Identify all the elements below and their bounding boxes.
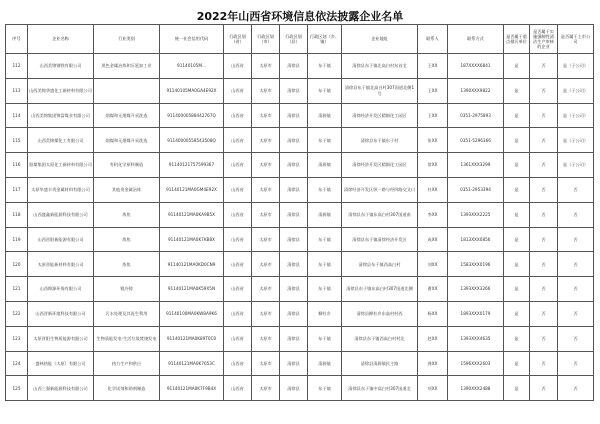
table-row: [6, 202, 594, 227]
cell-contact: 王XX: [418, 103, 448, 128]
cell-province: 山西省: [224, 376, 252, 401]
table-row: [6, 54, 594, 79]
cell-address: 清徐县东于镇东高白村307国道南: [342, 202, 418, 227]
cell-listed: 否: [558, 202, 594, 227]
cell-company-name: 山西晋阳新能源有限公司: [28, 227, 94, 252]
cell-address: 清徐县东于镇北高白村东首北: [342, 54, 418, 79]
header-address: 企业地址: [342, 25, 418, 54]
cell-county: 清徐县: [280, 301, 308, 326]
cell-province: 山西省: [224, 227, 252, 252]
cell-index: 114: [6, 103, 28, 128]
cell-industry: 热力生产和供应: [94, 351, 160, 376]
table-row: [6, 376, 594, 401]
cell-key-polluter: 是: [504, 153, 530, 178]
cell-address: 清徐县柳杜乡东高村村西: [342, 301, 418, 326]
cell-key-polluter: 是: [504, 177, 530, 202]
cell-town: 清源镇: [308, 351, 342, 376]
cell-clean-production: 否: [530, 103, 558, 128]
header-key-polluter: 是否属于重点排污单位: [504, 25, 530, 54]
cell-clean-production: 否: [530, 78, 558, 103]
cell-clean-production: 否: [530, 227, 558, 252]
cell-listed: 否: [558, 227, 594, 252]
cell-index: 113: [6, 78, 28, 103]
cell-city: 太原市: [252, 78, 280, 103]
cell-clean-production: 否: [530, 54, 558, 79]
cell-town: 清源镇: [308, 103, 342, 128]
cell-listed: 否: [558, 376, 594, 401]
cell-phone: 1393XXX4635: [448, 326, 504, 351]
cell-index: 112: [6, 54, 28, 79]
cell-listed: 否: [558, 301, 594, 326]
cell-listed: 否: [558, 351, 594, 376]
cell-clean-production: 否: [530, 153, 558, 178]
cell-company-name: 山西美锦华盛化工新材料有限公司: [28, 78, 94, 103]
cell-county: 清徐县: [280, 351, 308, 376]
cell-town: 东于镇: [308, 128, 342, 153]
cell-address: 清徐经济开发区精细化工园区: [342, 153, 418, 178]
header-listed: 是否属于上市公司: [558, 25, 594, 54]
header-credit-code: 统一社会信用代码: [160, 25, 224, 54]
cell-key-polluter: 是: [504, 128, 530, 153]
table-row: [6, 128, 594, 153]
cell-industry: 锻冷铸: [94, 277, 160, 302]
cell-city: 太原市: [252, 351, 280, 376]
cell-company-name: 山西三强新能源科技有限公司: [28, 376, 94, 401]
header-clean-production: 是否属于实施强制性清洁生产审核的企业: [530, 25, 558, 54]
cell-key-polluter: 是: [504, 78, 530, 103]
cell-county: 清徐县: [280, 153, 308, 178]
cell-listed: 是（子公司）: [558, 54, 594, 79]
cell-city: 太原市: [252, 153, 280, 178]
cell-phone: 1390XXX2488: [448, 376, 504, 401]
cell-industry: 烟煤和无烟煤开采洗选: [94, 128, 160, 153]
cell-contact: 曹XX: [418, 277, 448, 302]
cell-city: 太原市: [252, 202, 280, 227]
header-town: 行政区划（乡、镇）: [308, 25, 342, 54]
cell-industry: 有机化学原料制造: [94, 153, 160, 178]
cell-listed: 是（子公司）: [558, 78, 594, 103]
cell-province: 山西省: [224, 252, 252, 277]
cell-phone: 1813XXX0856: [448, 227, 504, 252]
cell-key-polluter: 是: [504, 376, 530, 401]
cell-company-name: 山西晋新环境科技有限公司: [28, 301, 94, 326]
cell-phone: 0351-2953394: [448, 177, 504, 202]
cell-city: 太原市: [252, 301, 280, 326]
cell-town: 东于镇: [308, 277, 342, 302]
header-phone: 联系方式: [448, 25, 504, 54]
cell-key-polluter: 是: [504, 326, 530, 351]
cell-company-name: 太原华盛丰贵金属材料有限公司: [28, 177, 94, 202]
cell-contact: 刘XX: [418, 252, 448, 277]
header-index: 序号: [6, 25, 28, 54]
cell-address: 清徐县东于镇东于村: [342, 128, 418, 153]
cell-key-polluter: 是: [504, 252, 530, 277]
cell-credit-code: 91140105M...: [160, 54, 224, 79]
cell-industry: 炼焦: [94, 252, 160, 277]
table-row: [6, 351, 594, 376]
cell-province: 山西省: [224, 103, 252, 128]
table-row: [6, 326, 594, 351]
cell-contact: 常XX: [418, 153, 448, 178]
header-county: 行政区划（县）: [280, 25, 308, 54]
cell-index: 117: [6, 177, 28, 202]
cell-key-polluter: 是: [504, 54, 530, 79]
header-contact: 联系人: [418, 25, 448, 54]
table-row: [6, 252, 594, 277]
table-row: [6, 78, 594, 103]
cell-phone: 187XXXX6841: [448, 54, 504, 79]
cell-credit-code: 91140121MA0KD0CN9: [160, 252, 224, 277]
cell-clean-production: 否: [530, 277, 558, 302]
cell-industry: 炼焦: [94, 202, 160, 227]
cell-contact: 王XX: [418, 78, 448, 103]
cell-county: 清徐县: [280, 103, 308, 128]
cell-town: 东于镇: [308, 326, 342, 351]
cell-key-polluter: 是: [504, 301, 530, 326]
cell-index: 119: [6, 227, 28, 252]
cell-contact: 龚XX: [418, 351, 448, 376]
cell-listed: 否: [558, 252, 594, 277]
cell-company-name: 山西盛鑫新能源科技有限公司: [28, 202, 94, 227]
cell-listed: 是（子公司）: [558, 103, 594, 128]
cell-index: 123: [6, 326, 28, 351]
cell-address: 清徐县东于镇东高白村307国道北侧: [342, 277, 418, 302]
header-industry: 行业类别: [94, 25, 160, 54]
table-row: [6, 301, 594, 326]
cell-town: 清源镇: [308, 202, 342, 227]
cell-county: 清徐县: [280, 78, 308, 103]
header-province: 行政区划（省）: [224, 25, 252, 54]
cell-city: 太原市: [252, 177, 280, 202]
cell-county: 清徐县: [280, 252, 308, 277]
cell-industry: 炼焦: [94, 227, 160, 252]
cell-city: 太原市: [252, 277, 280, 302]
cell-company-name: 盛林热能（太原）有限公司: [28, 351, 94, 376]
cell-industry: [94, 78, 160, 103]
cell-town: 东于镇: [308, 78, 342, 103]
cell-contact: 项XX: [418, 376, 448, 401]
cell-town: 清源镇: [308, 153, 342, 178]
table-row: [6, 177, 594, 202]
table-header-row: [6, 25, 594, 54]
cell-credit-code: 91140121MA0K59X5N: [160, 277, 224, 302]
cell-phone: 1393XXX2225: [448, 202, 504, 227]
cell-address: 清徐县东于镇西高白村: [342, 252, 418, 277]
cell-listed: 否: [558, 177, 594, 202]
cell-county: 清徐县: [280, 326, 308, 351]
cell-province: 山西省: [224, 153, 252, 178]
cell-credit-code: 91140100MA0KW8A9K6: [160, 301, 224, 326]
cell-clean-production: 否: [530, 252, 558, 277]
cell-credit-code: 91140000558543508Q: [160, 128, 224, 153]
cell-credit-code: 91140121MA0K89T0C0: [160, 326, 224, 351]
cell-listed: 是（子公司）: [558, 153, 594, 178]
cell-index: 121: [6, 277, 28, 302]
cell-county: 清徐县: [280, 54, 308, 79]
table-row: [6, 227, 594, 252]
cell-phone: 1393XXX3266: [448, 277, 504, 302]
cell-city: 太原市: [252, 54, 280, 79]
cell-listed: 是（子公司）: [558, 128, 594, 153]
cell-industry: 污水处理及其再生利用: [94, 301, 160, 326]
cell-address: 清徐县东于镇中高白村307国道北: [342, 376, 418, 401]
cell-province: 山西省: [224, 177, 252, 202]
cell-province: 山西省: [224, 326, 252, 351]
header-company-name: 企业名称: [28, 25, 94, 54]
cell-credit-code: 91140105MA0GA4E92X: [160, 78, 224, 103]
cell-phone: 1893XXX0179: [448, 301, 504, 326]
cell-phone: 0351-2975893: [448, 103, 504, 128]
cell-phone: 1390XXX9822: [448, 78, 504, 103]
cell-phone: 0351-5296366: [448, 128, 504, 153]
table-row: [6, 277, 594, 302]
enterprise-table: [5, 24, 594, 401]
header-city: 行政区划（市）: [252, 25, 280, 54]
cell-key-polluter: 是: [504, 277, 530, 302]
cell-address: 清徐县东于镇清徐经济开发区: [342, 227, 418, 252]
cell-contact: 王XX: [418, 54, 448, 79]
cell-company-name: 山西锦源环保有限公司: [28, 277, 94, 302]
cell-contact: 成XX: [418, 227, 448, 252]
cell-province: 山西省: [224, 128, 252, 153]
cell-town: 东于镇: [308, 177, 342, 202]
cell-credit-code: 91140121MA0GM4E92X: [160, 177, 224, 202]
cell-address: 清徐经济开发区精细化工园区: [342, 103, 418, 128]
cell-index: 120: [6, 252, 28, 277]
cell-city: 太原市: [252, 376, 280, 401]
table-row: [6, 103, 594, 128]
cell-province: 山西省: [224, 301, 252, 326]
cell-clean-production: 否: [530, 128, 558, 153]
cell-company-name: 太原晋能新材料有限公司: [28, 252, 94, 277]
cell-index: 115: [6, 128, 28, 153]
cell-industry: 化学试剂和助剂制造: [94, 376, 160, 401]
cell-town: 东于镇: [308, 227, 342, 252]
cell-contact: 赵XX: [418, 326, 448, 351]
cell-city: 太原市: [252, 326, 280, 351]
cell-phone: 1583XXX0196: [448, 252, 504, 277]
cell-town: 柳杜乡: [308, 301, 342, 326]
cell-credit-code: 91140121MA0K7F9B4X: [160, 376, 224, 401]
cell-company-name: 山西美锦集团锦富煤业有限公司: [28, 103, 94, 128]
cell-company-name: 山西美锦煤化工有限公司: [28, 128, 94, 153]
cell-phone: 1361XXX3299: [448, 153, 504, 178]
cell-index: 124: [6, 351, 28, 376]
cell-county: 清徐县: [280, 277, 308, 302]
cell-county: 清徐县: [280, 177, 308, 202]
cell-province: 山西省: [224, 202, 252, 227]
cell-index: 118: [6, 202, 28, 227]
cell-clean-production: 否: [530, 351, 558, 376]
cell-city: 太原市: [252, 227, 280, 252]
cell-county: 清徐县: [280, 227, 308, 252]
cell-listed: 否: [558, 326, 594, 351]
cell-county: 清徐县: [280, 202, 308, 227]
cell-credit-code: 91140121MA0K7653C: [160, 351, 224, 376]
cell-contact: 张XX: [418, 128, 448, 153]
cell-clean-production: 否: [530, 177, 558, 202]
cell-index: 116: [6, 153, 28, 178]
cell-index: 122: [6, 301, 28, 326]
cell-credit-code: 91140000588442767Q: [160, 103, 224, 128]
cell-contact: 杨XX: [418, 301, 448, 326]
document-title: 2022年山西省环境信息依法披露企业名单: [196, 10, 404, 23]
cell-town: 东于镇: [308, 252, 342, 277]
cell-industry: 黑色金属冶炼和压延加工业: [94, 54, 160, 79]
cell-key-polluter: 是: [504, 227, 530, 252]
cell-town: 东于镇: [308, 54, 342, 79]
cell-credit-code: 91140121MA0K7KB8X: [160, 227, 224, 252]
cell-index: 125: [6, 376, 28, 401]
cell-city: 太原市: [252, 252, 280, 277]
cell-key-polluter: 是: [504, 103, 530, 128]
cell-province: 山西省: [224, 351, 252, 376]
cell-industry: 烟煤和无烟煤开采洗选: [94, 103, 160, 128]
cell-clean-production: 否: [530, 301, 558, 326]
cell-address: 清徐县清源镇民主路: [342, 351, 418, 376]
cell-key-polluter: 是: [504, 351, 530, 376]
cell-credit-code: 91140121MA0KA9B5X: [160, 202, 224, 227]
cell-address: 清徐经济开发区纵一路与经四路交叉口: [342, 177, 418, 202]
cell-city: 太原市: [252, 128, 280, 153]
table-row: [6, 153, 594, 178]
cell-county: 清徐县: [280, 128, 308, 153]
cell-province: 山西省: [224, 277, 252, 302]
cell-company-name: 阳煤集团太原化工新材料有限公司: [28, 153, 94, 178]
cell-listed: 否: [558, 277, 594, 302]
cell-credit-code: 91140121757599367: [160, 153, 224, 178]
cell-industry: 生物质能发电-生活垃圾焚烧发电: [94, 326, 160, 351]
cell-province: 山西省: [224, 78, 252, 103]
cell-contact: 李XX: [418, 202, 448, 227]
cell-clean-production: 否: [530, 376, 558, 401]
cell-contact: 杜XX: [418, 177, 448, 202]
cell-clean-production: 否: [530, 202, 558, 227]
cell-address: 清徐县东于镇北高白村307国道北侧1号: [342, 78, 418, 103]
cell-company-name: 山西美锦钢铁有限公司: [28, 54, 94, 79]
cell-address: 清徐县东于镇西高白村村北: [342, 326, 418, 351]
cell-key-polluter: 是: [504, 202, 530, 227]
cell-province: 山西省: [224, 54, 252, 79]
cell-industry: 其他贵金属冶炼: [94, 177, 160, 202]
cell-phone: 1596XXX2603: [448, 351, 504, 376]
cell-clean-production: 否: [530, 326, 558, 351]
cell-city: 太原市: [252, 103, 280, 128]
cell-county: 清徐县: [280, 376, 308, 401]
cell-company-name: 太原晋阳生物质能源有限公司: [28, 326, 94, 351]
cell-town: 东于镇: [308, 376, 342, 401]
